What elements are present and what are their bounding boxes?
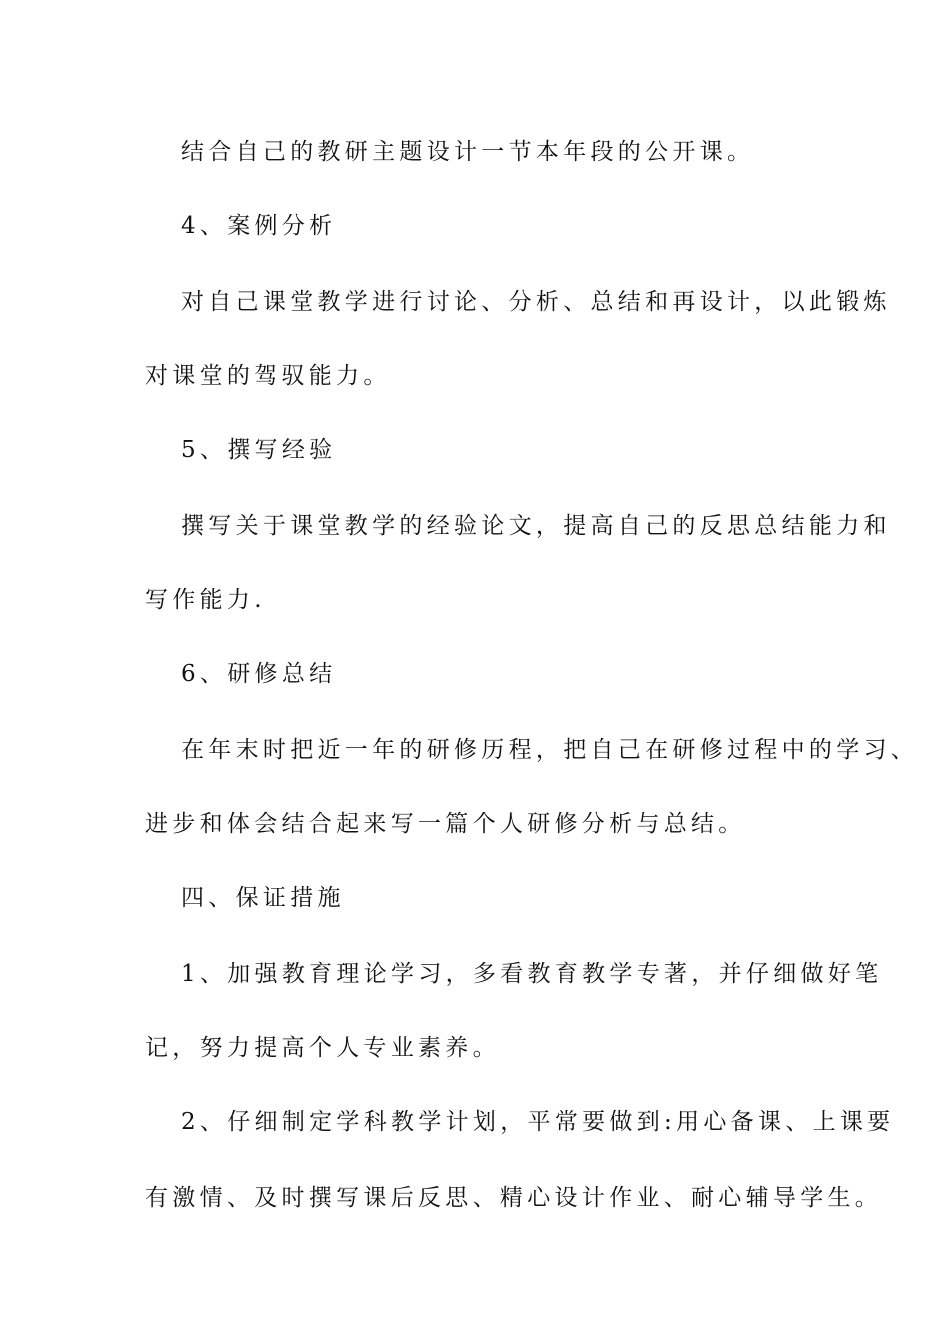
paragraph-measure2-line1: 2、仔细制定学科教学计划，平常要做到:用心备课、上课要 [181,1109,895,1135]
paragraph-lesson-design: 结合自己的教研主题设计一节本年段的公开课。 [181,139,755,165]
heading-case-analysis: 4、案例分析 [181,213,337,239]
paragraph-measure1-line2: 记，努力提高个人专业素养。 [145,1035,500,1061]
paragraph-measure2-line2: 有激情、及时撰写课后反思、精心设计作业、耐心辅导学生。 [145,1185,883,1211]
paragraph-write-experience-line2: 写作能力. [145,587,266,613]
heading-write-experience: 5、撰写经验 [181,437,337,463]
paragraph-case-analysis-line2: 对课堂的驾驭能力。 [145,363,391,389]
paragraph-study-summary-line2: 进步和体会结合起来写一篇个人研修分析与总结。 [145,811,746,837]
paragraph-case-analysis-line1: 对自己课堂教学进行讨论、分析、总结和再设计，以此锻炼 [181,289,891,315]
paragraph-measure1-line1: 1、加强教育理论学习，多看教育教学专著，并仔细做好笔 [181,961,883,987]
paragraph-study-summary-line1: 在年末时把近一年的研修历程，把自己在研修过程中的学习、 [181,737,919,763]
heading-guarantee-measures: 四、保证措施 [181,885,345,911]
paragraph-write-experience-line1: 撰写关于课堂教学的经验论文，提高自己的反思总结能力和 [181,513,891,539]
heading-study-summary: 6、研修总结 [181,661,337,687]
